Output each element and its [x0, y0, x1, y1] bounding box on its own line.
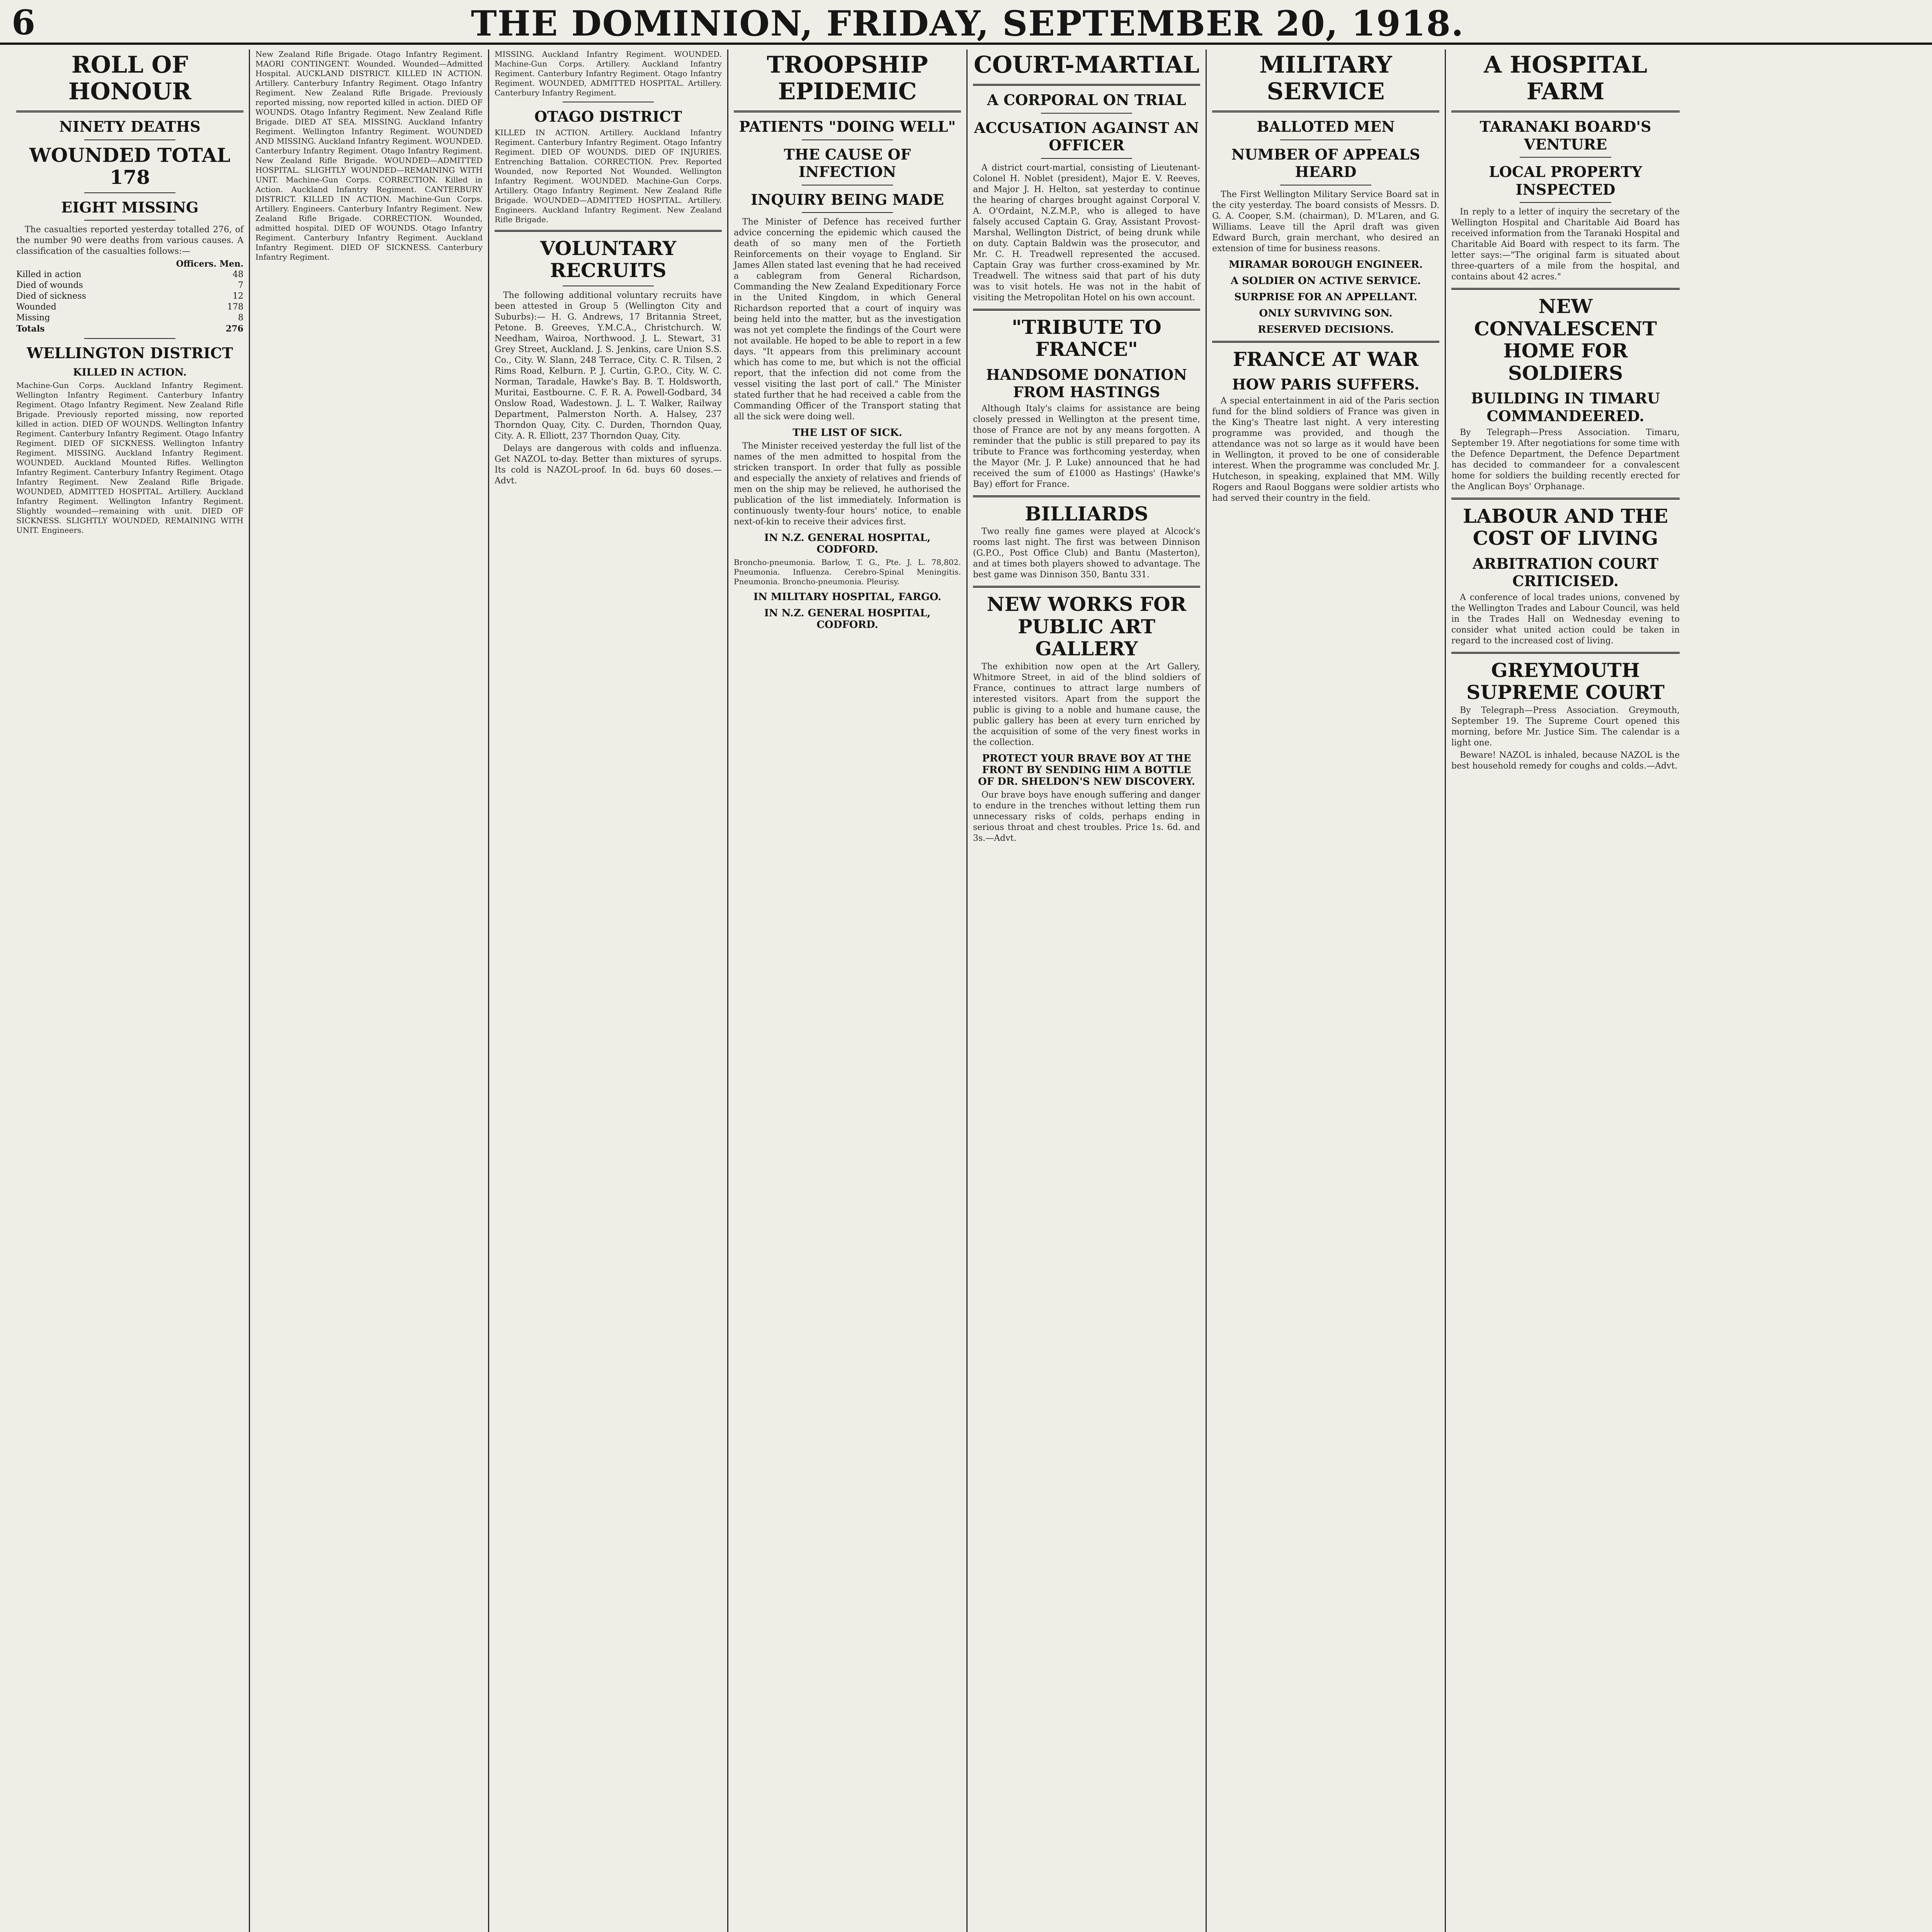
- troopship-body: The Minister of Defence has received further advice concerning the epidemic which caused the death of so many men of the Fortieth Reinforcements on their voyage to England. Sir James Allen stated last evening that he had received a cablegram from General Richardson, Commanding the New Zealand Expeditionary Force in the United Kingdom, in which General Richardson reported that a court of inquiry was being held into the matter, but as the investigation was not yet complete the findings of the Court were not available. He hoped to be able to report in a few days. "It appears from this preliminary account which has come to me, but which is not the official report, that the infection did not come from the vessel visiting the last port of call." The Minister stated further that he had received a cable from the Commanding Officer of the Transport stating that all the sick were doing well.: [734, 217, 961, 422]
- codford-hospital-heading-2: IN N.Z. GENERAL HOSPITAL, CODFORD.: [764, 607, 931, 631]
- reserved-decisions-subhead: RESERVED DECISIONS.: [1258, 323, 1394, 335]
- list-of-sick-heading: THE LIST OF SICK.: [793, 427, 902, 439]
- col3-body2: KILLED IN ACTION. Artillery. Auckland Infantry Regiment. Canterbury Infantry Regiment. Otago Infantry Regiment. DIED OF WOUNDS. DIED OF INJURIES. Entrenching Battalion. CORRECTION. Prev. Reported Wounded, now Reported Not Wounded. Wellington Infantry Regiment. WOUNDED. Machine-Gun Corps. Artillery. Otago Infantry Regiment. New Zealand Rifle Brigade. WOUNDED—ADMITTED HOSPITAL. Artillery. Engineers. Auckland Infantry Regiment. New Zealand Rifle Brigade.: [495, 128, 722, 224]
- table-row: [16, 302, 243, 313]
- surprise-appellant-subhead: SURPRISE FOR AN APPELLANT.: [1234, 291, 1417, 303]
- newspaper-title: THE DOMINION, FRIDAY, SEPTEMBER 20, 1918.: [471, 3, 1464, 44]
- row-label: Killed in action: [16, 270, 82, 280]
- timaru-deck: BUILDING IN TIMARU COMMANDEERED.: [1471, 389, 1660, 425]
- only-surviving-son-subhead: ONLY SURVIVING SON.: [1259, 307, 1393, 319]
- hospital-farm-body: In reply to a letter of inquiry the secretary of the Wellington Hospital and Charitable Aid Board has received information from the Taranaki Hospital and Charitable Aid Board with respect to its farm. The letter says:—"The original farm is situated about three-quarters of a mile from the hospital, and contains about 42 acres.": [1451, 207, 1680, 282]
- col2-body: New Zealand Rifle Brigade. Otago Infantry Regiment. MAORI CONTINGENT. Wounded. Wounded—Admitted Hospital. AUCKLAND DISTRICT. KILLED IN ACTION. Artillery. Canterbury Infantry Regiment. Otago Infantry Regiment. New Zealand Rifle Brigade. Previously reported missing, now reported killed in action. DIED OF WOUNDS. Otago Infantry Regiment. New Zealand Rifle Brigade. DIED AT SEA. MISSING. Auckland Infantry Regiment. Wellington Infantry Regiment. WOUNDED AND MISSING. Auckland Infantry Regiment. WOUNDED. Canterbury Infantry Regiment. Otago Infantry Regiment. New Zealand Rifle Brigade. WOUNDED—ADMITTED HOSPITAL. SLIGHTLY WOUNDED—REMAINING WITH UNIT. Machine-Gun Corps. CORRECTION. Killed in Action. Auckland Infantry Regiment. CANTERBURY DISTRICT. KILLED IN ACTION. Machine-Gun Corps. Artillery. Engineers. Canterbury Infantry Regiment. New Zealand Rifle Brigade. CORRECTION. Wounded, admitted hospital. DIED OF WOUNDS. Otago Infantry Regiment. Canterbury Infantry Regiment. Auckland Infantry Regiment. DIED OF SICKNESS. Canterbury Infantry Regiment.: [255, 49, 483, 262]
- column-6: [1207, 49, 1446, 1932]
- columns: [11, 49, 1924, 1932]
- military-service-headline: MILITARY SERVICE: [1259, 51, 1392, 105]
- table-header-text: Officers. Men.: [176, 259, 243, 269]
- col3-body: MISSING. Auckland Infantry Regiment. WOUNDED. Machine-Gun Corps. Artillery. Auckland Infantry Regiment. Canterbury Infantry Regiment. Otago Infantry Regiment. WOUNDED, ADMITTED HOSPITAL. Artillery. Canterbury Infantry Regiment.: [495, 49, 722, 97]
- billiards-headline: BILLIARDS: [1025, 502, 1148, 525]
- page-number: 6: [12, 2, 36, 43]
- court-martial-body: A district court-martial, consisting of Lieutenant-Colonel H. Noblet (president), Major E. V. Reeves, and Major J. H. Helton, sat yesterday to continue the hearing of charges brought against Corporal V. A. O'Ordaint, N.Z.M.P., who is alleged to have falsely accused Captain G. Gray, Assistant Provost-Marshal, Wellington District, of being drunk while on duty. Captain Baldwin was the prosecutor, and Mr. C. H. Treadwell represented the accused. Captain Gray was further cross-examined by Mr. Treadwell. The witness said that part of his duty was to visit hotels. He was not in the habit of visiting the Metropolitan Hotel on his own account.: [973, 163, 1200, 303]
- art-gallery-body: The exhibition now open at the Art Gallery, Whitmore Street, in aid of the blind soldiers of France, continues to attract large numbers of interested visitors. Apart from the support the public is giving to a noble and humane cause, the public gallery has been at every turn enriched by the acquisition of some of the very finest works in the collection.: [973, 662, 1200, 747]
- row-label: Missing: [16, 313, 50, 323]
- otago-district-heading: OTAGO DISTRICT: [534, 108, 682, 125]
- voluntary-recruits-body: The following additional voluntary recruits have been attested in Group 5 (Wellington City and Suburbs):— H. G. Andrews, 17 Britannia Street, Petone. B. Greeves, Y.M.C.A., Christchurch. W. Needham, Wairoa, Northwood. J. L. Stewart, 31 Grey Street, Auckland. J. S. Jenkins, care Union S.S. Co., City. W. Slann, 248 Terrace, City. C. R. Tilsen, 2 Rims Road, Kelburn. P. J. Curtin, G.P.O., City. W. C. Norman, Taradale, Hawke's Bay. B. T. Holdsworth, Muritai, Eastbourne. C. F. R. A. Powell-Godbard, 34 Onslow Road, Wadestown. J. L. T. Walker, Railway Department, Palmerston North. A. Halsey, 237 Thorndon Quay, City. C. Durden, Thorndon Quay, City. A. R. Elliott, 237 Thorndon Quay, City.: [495, 290, 722, 441]
- property-inspected-deck: LOCAL PROPERTY INSPECTED: [1489, 163, 1642, 198]
- france-at-war-headline: FRANCE AT WAR: [1233, 347, 1419, 371]
- casualty-intro: The casualties reported yesterday totalled 276, of the number 90 were deaths from various causes. A classification of the casualties follows:—: [16, 225, 243, 257]
- codford-hospital-heading: IN N.Z. GENERAL HOSPITAL, CODFORD.: [764, 532, 931, 556]
- hastings-donation-deck: HANDSOME DONATION FROM HASTINGS: [986, 366, 1187, 401]
- protect-brave-boy-body: Our brave boys have enough suffering and danger to endure in the trenches without letting them run unnecessary risks of colds, perhaps ending in serious throat and chest troubles. Price 1s. 6d. and 3s.—Advt.: [973, 790, 1200, 843]
- cause-of-infection-deck: THE CAUSE OF INFECTION: [784, 145, 911, 181]
- appeals-heard-deck: NUMBER OF APPEALS HEARD: [1231, 145, 1420, 181]
- table-row: [16, 313, 243, 323]
- billiards-body: Two really fine games were played at Alcock's rooms last night. The first was between Dinnison (G.P.O., Post Office Club) and Bantu (Masterton), and at times both players showed to advantage. The best game was Dinnison 350, Bantu 331.: [973, 527, 1200, 580]
- france-at-war-body: A special entertainment in aid of the Paris section fund for the blind soldiers of France was given in the King's Theatre last night. A very interesting programme was provided, and though the attendance was not so large as it would have been in Wellington, it proved to be one of considerable interest. When the programme was concluded Mr. J. Hutcheson, in speaking, explained that MM. Willy Rogers and Raoul Boggans were soldier artists who had served their country in the field.: [1212, 396, 1439, 503]
- greymouth-court-headline: GREYMOUTH SUPREME COURT: [1466, 658, 1665, 704]
- court-martial-headline: COURT-MARTIAL: [973, 51, 1199, 78]
- corporal-on-trial-deck: A CORPORAL ON TRIAL: [987, 91, 1186, 109]
- table-row: [16, 269, 243, 280]
- sick-list-body: Broncho-pneumonia. Barlow, T. G., Pte. J. L. 78,802. Pneumonia. Influenza. Cerebro-Spinal Meningitis. Pneumonia. Broncho-pneumonia. Pleurisy.: [734, 558, 961, 587]
- paris-suffers-deck: HOW PARIS SUFFERS.: [1232, 376, 1420, 393]
- column-4: [728, 49, 968, 1932]
- row-label: Died of wounds: [16, 281, 83, 291]
- convalescent-home-body: By Telegraph—Press Association. Timaru, September 19. After negotiations for some time with the Defence Department, the Defence Department has decided to commandeer for a convalescent home for soldiers the building recently erected for the Anglican Boys' Orphanage.: [1451, 427, 1680, 492]
- column-1: [11, 49, 250, 1932]
- column-7: [1446, 49, 1685, 1932]
- arbitration-deck: ARBITRATION COURT CRITICISED.: [1472, 554, 1658, 590]
- list-of-sick-intro: The Minister received yesterday the full list of the names of the men admitted to hospital from the stricken transport. In order that fully as possible and especially the anxiety of relatives and friends of men on the ship may be relieved, he authorised the publication of the list immediately. Information is continuously twenty-four hours' notice, to enable next-of-kin to receive their advices first.: [734, 441, 961, 527]
- taranaki-deck: TARANAKI BOARD'S VENTURE: [1480, 118, 1651, 153]
- row-value: 8: [238, 313, 243, 323]
- row-value: 276: [226, 324, 243, 334]
- roll-of-honour-headline: ROLL OF HONOUR: [68, 51, 192, 105]
- labour-body: A conference of local trades unions, convened by the Wellington Trades and Labour Council, was held in the Trades Hall on Wednesday evening to consider what united action could be taken in regard to the increased cost of living.: [1451, 592, 1680, 646]
- table-row: [16, 323, 243, 334]
- labour-cost-of-living-headline: LABOUR AND THE COST OF LIVING: [1463, 504, 1668, 550]
- column-3: [489, 49, 728, 1932]
- nazol-note: Delays are dangerous with colds and influenza. Get NAZOL to-day. Better than mixtures of syrups. Its cold is NAZOL-proof. In 6d. buys 60 doses.—Advt.: [495, 443, 722, 486]
- table-header: [16, 259, 243, 269]
- art-gallery-headline: NEW WORKS FOR PUBLIC ART GALLERY: [986, 593, 1187, 660]
- killed-in-action-heading: KILLED IN ACTION.: [73, 366, 187, 378]
- row-value: 7: [238, 281, 243, 291]
- wounded-total-deck: WOUNDED TOTAL 178: [29, 143, 231, 189]
- voluntary-recruits-headline: VOLUNTARY RECRUITS: [540, 236, 677, 282]
- wellington-district-heading: WELLINGTON DISTRICT: [27, 344, 233, 362]
- masthead: [0, 0, 1932, 45]
- column-2: [250, 49, 489, 1932]
- table-row: [16, 280, 243, 291]
- col1-body: Machine-Gun Corps. Auckland Infantry Regiment. Wellington Infantry Regiment. Canterbury Infantry Regiment. Otago Infantry Regiment. New Zealand Rifle Brigade. Previously reported missing, now reported killed in action. DIED OF WOUNDS. Wellington Infantry Regiment. Canterbury Infantry Regiment. Otago Infantry Regiment. DIED OF SICKNESS. Wellington Infantry Regiment. MISSING. Auckland Infantry Regiment. WOUNDED. Auckland Mounted Rifles. Wellington Infantry Regiment. Canterbury Infantry Regiment. Otago Infantry Regiment. New Zealand Rifle Brigade. WOUNDED, ADMITTED HOSPITAL. Artillery. Auckland Infantry Regiment. Wellington Infantry Regiment. Slightly wounded—remaining with unit. DIED OF SICKNESS. SLIGHTLY WOUNDED, REMAINING WITH UNIT. Engineers.: [16, 380, 243, 535]
- troopship-headline: TROOPSHIP EPIDEMIC: [767, 51, 928, 105]
- row-value: 12: [233, 291, 243, 301]
- convalescent-home-headline: NEW CONVALESCENT HOME FOR SOLDIERS: [1474, 295, 1657, 384]
- row-value: 178: [227, 302, 243, 312]
- greymouth-body: By Telegraph—Press Association. Greymouth, September 19. The Supreme Court opened this morning, before Mr. Justice Sim. The calendar is a light one.: [1451, 705, 1680, 748]
- balloted-men-deck: BALLOTED MEN: [1257, 118, 1395, 135]
- fargo-hospital-heading: IN MILITARY HOSPITAL, FARGO.: [753, 591, 942, 603]
- protect-brave-boy-heading: PROTECT YOUR BRAVE BOY AT THE FRONT BY SENDING HIM A BOTTLE OF DR. SHELDON'S NEW DISCOVERY.: [978, 752, 1195, 787]
- row-label: Died of sickness: [16, 291, 86, 301]
- column-5: [968, 49, 1207, 1932]
- military-service-body: The First Wellington Military Service Board sat in the city yesterday. The board consists of Messrs. D. G. A. Cooper, S.M. (chairman), D. M'Laren, and G. Williams. Leave till the April draft was given Edward Burch, grain merchant, who desired an extension of time for business reasons.: [1212, 189, 1439, 253]
- inquiry-deck: INQUIRY BEING MADE: [750, 190, 944, 208]
- nazol-beware-note: Beware! NAZOL is inhaled, because NAZOL is the best household remedy for coughs and colds.—Advt.: [1451, 750, 1680, 771]
- accusation-deck: ACCUSATION AGAINST AN OFFICER: [974, 119, 1199, 154]
- hospital-farm-headline: A HOSPITAL FARM: [1483, 51, 1648, 105]
- tribute-body: Although Italy's claims for assistance are being closely pressed in Wellington at the present time, those of France are not by any means forgotten. A reminder that the public is still prepared to pay its tribute to France was forthcoming yesterday, when the Mayor (Mr. J. P. Luke) announced that he had received the sum of £1000 as Hastings' (Hawke's Bay) effort for France.: [973, 403, 1200, 489]
- tribute-to-france-headline: "TRIBUTE TO FRANCE": [1012, 315, 1162, 361]
- doing-well-deck: PATIENTS "DOING WELL": [739, 118, 956, 135]
- active-service-subhead: A SOLDIER ON ACTIVE SERVICE.: [1230, 275, 1421, 287]
- row-label: Totals: [16, 324, 45, 334]
- row-value: 48: [233, 270, 243, 280]
- table-row: [16, 291, 243, 302]
- miramar-engineer-subhead: MIRAMAR BOROUGH ENGINEER.: [1228, 259, 1423, 270]
- row-label: Wounded: [16, 302, 56, 312]
- ninety-deaths-deck: NINETY DEATHS: [59, 118, 201, 135]
- eight-missing-deck: EIGHT MISSING: [61, 198, 199, 216]
